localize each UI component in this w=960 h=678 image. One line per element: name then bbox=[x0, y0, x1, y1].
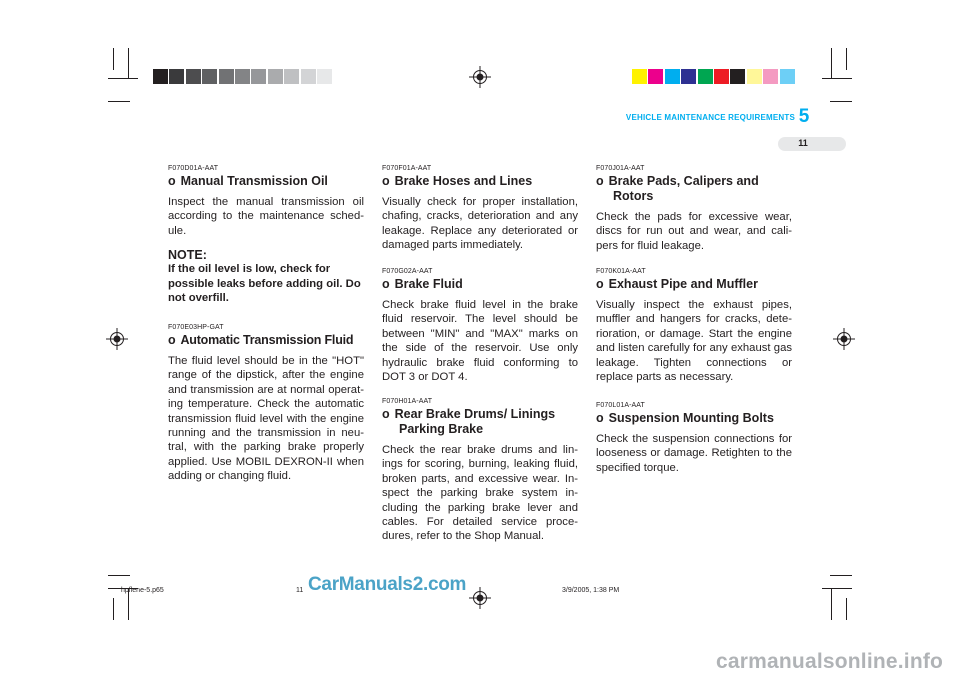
section-brake-hoses-and-lines bbox=[382, 165, 578, 253]
crop-mark bbox=[830, 575, 852, 576]
chapter-number: 5 bbox=[798, 106, 810, 127]
calibration-swatch bbox=[763, 69, 778, 84]
section-title-text: Rotors bbox=[613, 189, 654, 203]
section-body: Inspect the manual transmission oil according to the maintenance sched-ule. bbox=[168, 196, 364, 237]
crop-mark bbox=[831, 588, 832, 620]
watermark-carmanuals2[interactable]: CarManuals2.com bbox=[308, 574, 467, 595]
crop-mark bbox=[846, 598, 847, 620]
section-title-text: Brake Pads, Calipers and bbox=[608, 174, 759, 188]
calibration-swatch bbox=[796, 69, 811, 84]
note-body: If the oil level is low, check for possible leaks before adding oil. Do not overfill. bbox=[168, 263, 361, 305]
calibration-swatch bbox=[681, 69, 696, 84]
watermark-carmanualsonline[interactable]: carmanualsonline.info bbox=[716, 650, 944, 673]
bullet: o bbox=[168, 333, 176, 347]
section-code: F070H01A-AAT bbox=[382, 398, 433, 405]
crop-mark bbox=[822, 78, 852, 79]
section-title-text: Suspension Mounting Bolts bbox=[608, 411, 774, 425]
bullet: o bbox=[382, 277, 390, 291]
section-suspension-mounting-bolts bbox=[596, 402, 792, 475]
section-code: F070F01A-AAT bbox=[382, 165, 432, 172]
calibration-swatch bbox=[780, 69, 795, 84]
calibration-swatch bbox=[730, 69, 745, 84]
section-title-text: Brake Hoses and Lines bbox=[394, 174, 533, 188]
bullet: o bbox=[168, 174, 176, 188]
section-brake-pads bbox=[596, 165, 792, 253]
section-title-text: Automatic Transmission Fluid bbox=[180, 333, 354, 347]
calibration-swatch bbox=[747, 69, 762, 84]
section-body: The fluid level should be in the "HOT" range of the dipstick, after the engine and transmission are at normal operat-ing temperature. Check the automatic transmission fluid level with the engine running and the transmission in neu-tral, with the parking brake properly applied. Use MOBIL DEXRON-II when adding or changing fluid. bbox=[168, 355, 364, 483]
bullet: o bbox=[596, 277, 604, 291]
section-code: F070G02A-AAT bbox=[382, 268, 433, 275]
calibration-swatch bbox=[219, 69, 234, 84]
calibration-swatch bbox=[714, 69, 729, 84]
calibration-swatch bbox=[632, 69, 647, 84]
crop-mark bbox=[846, 48, 847, 70]
crop-mark bbox=[108, 101, 130, 102]
section-heading bbox=[382, 407, 578, 437]
registration-mark-icon bbox=[833, 328, 855, 350]
footer-page-number: 11 bbox=[296, 587, 304, 594]
section-title-text: Exhaust Pipe and Muffler bbox=[608, 277, 758, 291]
bullet: o bbox=[596, 411, 604, 425]
section-title-text: Rear Brake Drums/ Linings bbox=[394, 407, 556, 421]
section-heading bbox=[168, 174, 364, 189]
crop-mark bbox=[830, 101, 852, 102]
bullet: o bbox=[382, 174, 390, 188]
section-title-text: Brake Fluid bbox=[394, 277, 463, 291]
section-code: F070J01A-AAT bbox=[596, 165, 645, 172]
calibration-swatch bbox=[235, 69, 250, 84]
section-code: F070E03HP-GAT bbox=[168, 324, 224, 331]
section-heading bbox=[382, 277, 578, 292]
bullet: o bbox=[382, 407, 390, 421]
crop-mark bbox=[822, 588, 852, 589]
section-title-text: Manual Transmission Oil bbox=[180, 174, 328, 188]
section-automatic-transmission-fluid bbox=[168, 324, 364, 484]
section-exhaust-pipe-and-muffler bbox=[596, 268, 792, 384]
note-heading: NOTE: bbox=[168, 248, 207, 263]
page-number: 11 bbox=[798, 138, 808, 148]
calibration-swatch bbox=[317, 69, 332, 84]
section-body: Check the suspension connections for looseness or damage. Retighten to the specified torque. bbox=[596, 433, 792, 474]
section-rear-brake-drums bbox=[382, 398, 578, 544]
footer-file-name: hpflene-5.p65 bbox=[121, 587, 164, 594]
crop-mark bbox=[113, 48, 114, 70]
calibration-swatch bbox=[153, 69, 168, 84]
section-body: Visually check for proper installation, chafing, cracks, deterioration and any leakage. Replace any deteriorated or damaged parts immediately. bbox=[382, 196, 578, 252]
section-heading bbox=[596, 277, 792, 292]
calibration-swatch bbox=[698, 69, 713, 84]
section-heading bbox=[382, 174, 578, 189]
registration-mark-icon bbox=[469, 66, 491, 88]
crop-mark bbox=[108, 575, 130, 576]
calibration-swatch bbox=[301, 69, 316, 84]
section-heading bbox=[596, 411, 792, 426]
calibration-swatch bbox=[665, 69, 680, 84]
crop-mark bbox=[113, 598, 114, 620]
section-body: Visually inspect the exhaust pipes, muffler and hangers for cracks, dete-rioration, or damage. Start the engine and listen carefully for any exhaust gas leakage. Tighten connections or replace parts as necessary. bbox=[596, 299, 792, 384]
calibration-swatch bbox=[648, 69, 663, 84]
section-code: F070K01A-AAT bbox=[596, 268, 646, 275]
calibration-swatch bbox=[169, 69, 184, 84]
registration-mark-icon bbox=[469, 587, 491, 609]
registration-mark-icon bbox=[106, 328, 128, 350]
section-code: F070D01A-AAT bbox=[168, 165, 219, 172]
calibration-swatch bbox=[268, 69, 283, 84]
crop-mark bbox=[128, 48, 129, 78]
section-body: Check the pads for excessive wear, discs for run out and wear, and cali-pers for fluid leakage. bbox=[596, 211, 792, 252]
calibration-swatch bbox=[251, 69, 266, 84]
calibration-swatch bbox=[284, 69, 299, 84]
section-body: Check brake fluid level in the brake fluid reservoir. The level should be between "MIN" and "MAX" marks on the side of the reservoir. Use only hydraulic brake fluid conforming to DOT 3 or DOT 4. bbox=[382, 299, 578, 384]
section-manual-transmission-oil bbox=[168, 165, 364, 305]
section-heading bbox=[168, 333, 364, 348]
bullet: o bbox=[596, 174, 604, 188]
section-brake-fluid bbox=[382, 268, 578, 384]
section-title-text: Parking Brake bbox=[399, 422, 484, 436]
calibration-swatch bbox=[202, 69, 217, 84]
section-code: F070L01A-AAT bbox=[596, 402, 645, 409]
crop-mark bbox=[108, 78, 138, 79]
footer-datetime: 3/9/2005, 1:38 PM bbox=[562, 587, 620, 594]
section-body: Check the rear brake drums and lin-ings for scoring, burning, leaking fluid, broken parts, and excessive wear. In-spect the parking brake system in-cluding the parking brake lever and cables. For detailed service proce-dures, refer to the Shop Manual. bbox=[382, 444, 578, 543]
calibration-swatch bbox=[186, 69, 201, 84]
section-title: VEHICLE MAINTENANCE REQUIREMENTS bbox=[625, 113, 795, 122]
crop-mark bbox=[831, 48, 832, 78]
section-heading bbox=[596, 174, 792, 204]
